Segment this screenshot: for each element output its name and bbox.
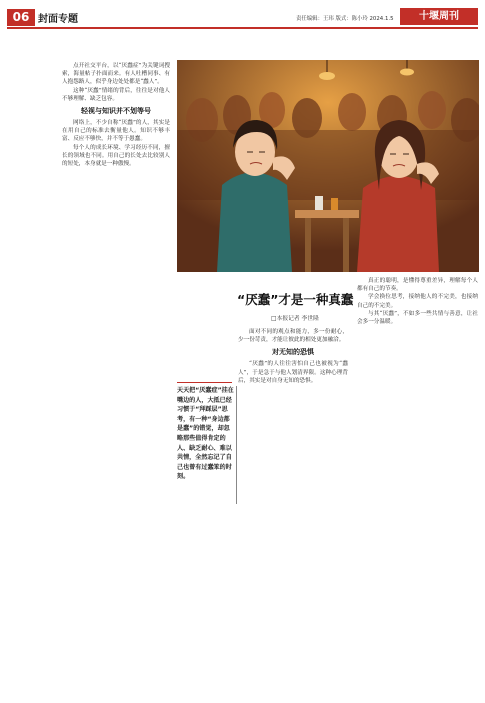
page-header	[0, 0, 485, 30]
paragraph: 真正的聪明，是懂得尊重差异，理解每个人都有自己的节奏。	[357, 278, 478, 293]
text-column-1	[62, 62, 170, 698]
paragraph: 网络上，不少自称“厌蠢”的人，其实是在用自己的标准去衡量他人。知识不够丰富、反应不够快，并不等于愚蠢。	[62, 120, 170, 143]
text-column-3	[357, 277, 478, 698]
section-title: 封面专题	[38, 14, 78, 25]
header-rule	[7, 27, 478, 29]
article-illustration	[177, 60, 479, 272]
editor-credits: 责任编辑：王玮 版式：陈小玲 2024.1.5	[296, 16, 394, 22]
page-number: 06	[7, 9, 35, 26]
paragraph: 与其“厌蠢”，不如多一些共情与善意，让社会多一分温暖。	[357, 310, 478, 326]
pull-quote-text: 天天把“厌蠢症”挂在嘴边的人，大抵已经习惯于“拜踩层”思考，有一种“身边都是蠢”的错觉，却忽略那些值得肯定的人、缺乏耐心、难以共情，全然忘记了自己也曾有过蠢笨的时刻。	[177, 387, 234, 481]
paragraph: 点开社交平台，以“厌蠢症”为关键词搜索，海量帖子扑面而来。有人吐槽同事、有人抱怨路人，似乎身边处处都是“蠢人”。	[62, 63, 170, 86]
paragraph: “厌蠢”的人往往害怕自己也被视为“蠢人”，于是急于与他人划清界限。这种心理背后，其实是对自身无知的恐惧。	[238, 361, 348, 384]
subheading: 轻视与知识并不划等号	[81, 107, 151, 116]
pull-quote-rule	[177, 382, 232, 383]
article-title: “厌蠢”才是一种真蠢	[237, 292, 354, 307]
paragraph: 学会换位思考，接纳他人的不完美，也接纳自己的不完美。	[357, 294, 478, 309]
paragraph: 这种“厌蠢”情绪的背后，往往是对他人不够理解、缺乏包容。	[62, 87, 170, 102]
subheading: 对无知的恐惧	[272, 348, 314, 357]
newspaper-brand: 十堰周刊	[400, 8, 478, 25]
paragraph: 每个人的成长环境、学习经历不同，擅长的领域也不同。用自己的长处去比较别人的短处，本身就是一种傲慢。	[62, 144, 170, 168]
article-byline: □本报记者 李世隆	[271, 316, 319, 322]
text-column-2	[238, 328, 348, 698]
pull-quote	[177, 386, 237, 504]
paragraph: 面对不同的观点和能力，多一份耐心，少一份苛责，才能让彼此的相处更加融洽。	[238, 329, 348, 344]
